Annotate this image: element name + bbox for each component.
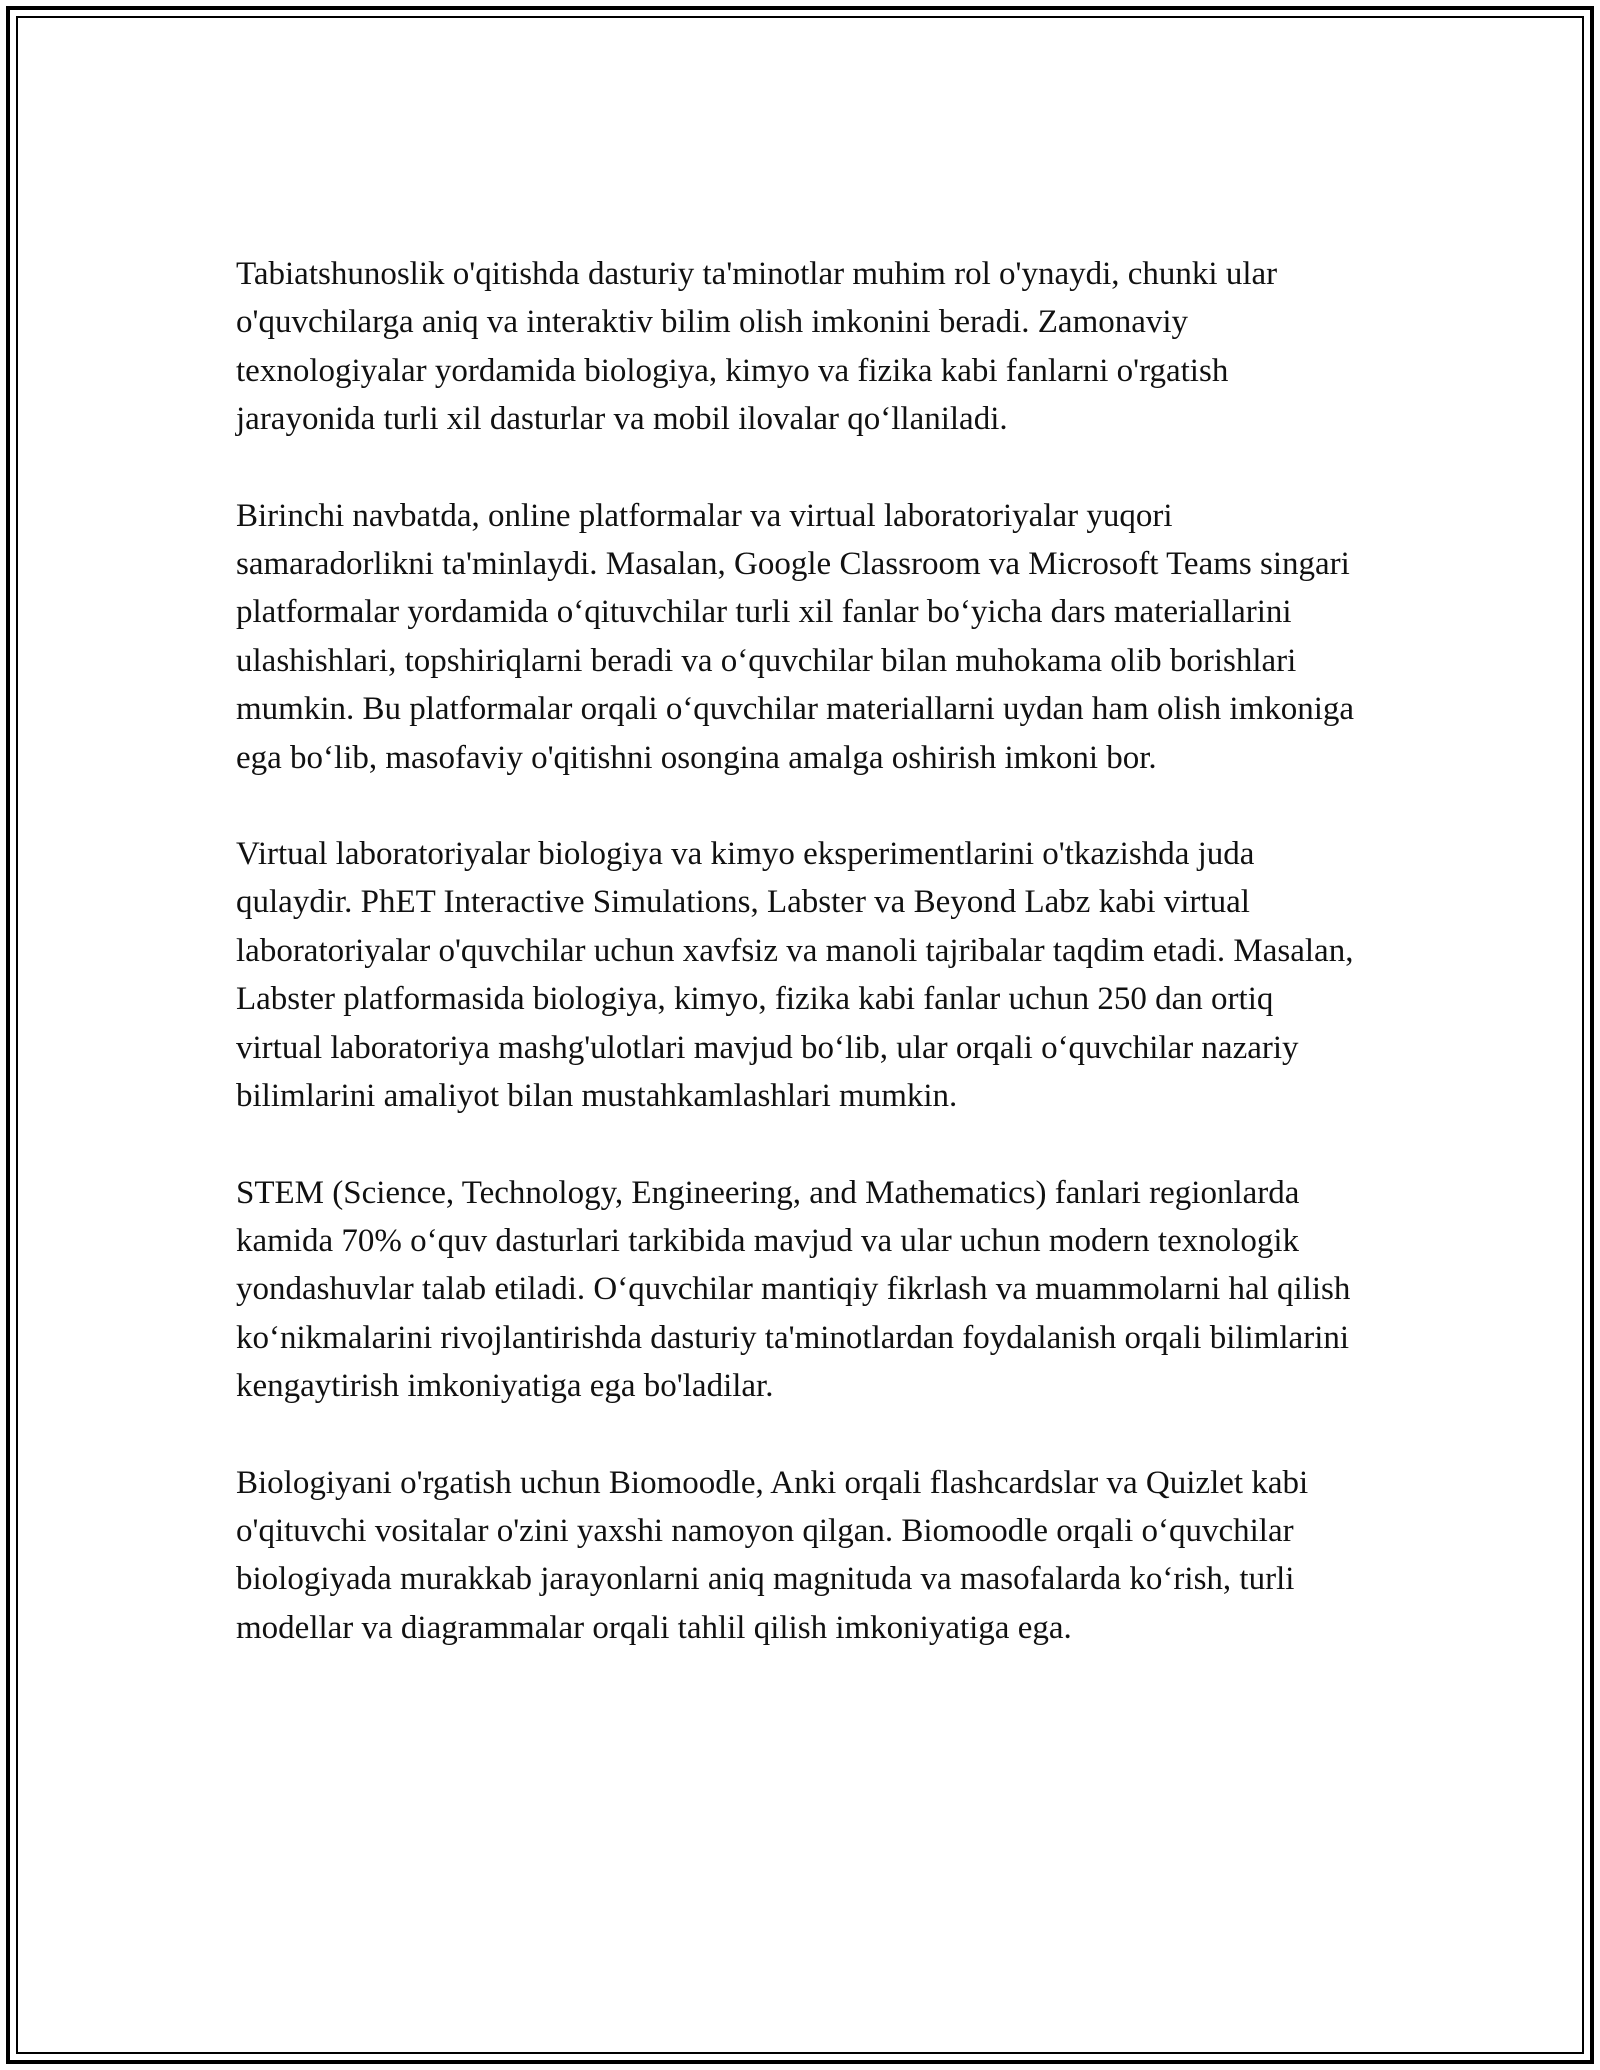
paragraph-1: Tabiatshunoslik o'qitishda dasturiy ta'minotlar muhim rol o'ynaydi, chunki ular o'quvchilarga aniq va interaktiv bilim olish imkonini beradi. Zamonaviy texnologiyalar yordamida biologiya, kimyo va fizika kabi fanlarni o'rgatish jarayonida turli xil dasturlar va mobil ilovalar qo‘llaniladi.: [236, 256, 1278, 438]
paragraph-3: Virtual laboratoriyalar biologiya va kimyo eksperimentlarini o'tkazishda juda qulaydir. PhET Interactive Simulations, Labster va Beyond Labz kabi virtual laboratoriyalar o'quvchilar uchun xavfsiz va manoli tajribalar taqdim etadi. Masalan, Labster platformasida biologiya, kimyo, fizika kabi fanlar uchun 250 dan ortiq virtual laboratoriya mashg'ulotlari mavjud bo‘lib, ular orqali o‘quvchilar nazariy bilimlarini amaliyot bilan mustahkamlashlari mumkin.: [236, 836, 1354, 1115]
paragraph-5: Biologiyani o'rgatish uchun Biomoodle, Anki orqali flashcardslar va Quizlet kabi o'qituvchi vositalar o'zini yaxshi namoyon qilgan. Biomoodle orqali o‘quvchilar biologiyada murakkab jarayonlarni aniq magnituda va masofalarda ko‘rish, turli modellar va diagrammalar orqali tahlil qilish imkoniyatiga ega.: [236, 1464, 1309, 1646]
paragraph-4: STEM (Science, Technology, Engineering, and Mathematics) fanlari regionlarda kamida 70% o‘quv dasturlari tarkibida mavjud va ular uchun modern texnologik yondashuvlar talab etiladi. O‘quvchilar mantiqiy fikrlash va muammolarni hal qilish ko‘nikmalarini rivojlantirishda dasturiy ta'minotlardan foydalanish orqali bilimlarini kengaytirish imkoniyatiga ega bo'ladilar.: [236, 1174, 1351, 1405]
document-body: [236, 250, 1366, 1700]
paragraph-2: Birinchi navbatda, online platformalar va virtual laboratoriyalar yuqori samaradorlikni ta'minlaydi. Masalan, Google Classroom va Microsoft Teams singari platformalar yordamida o‘qituvchilar turli xil fanlar bo‘yicha dars materiallarini ulashishlari, topshiriqlarni beradi va o‘quvchilar bilan muhokama olib borishlari mumkin. Bu platformalar orqali o‘quvchilar materiallarni uydan ham olish imkoniga ega bo‘lib, masofaviy o'qitishni osongina amalga oshirish imkoni bor.: [236, 497, 1355, 776]
